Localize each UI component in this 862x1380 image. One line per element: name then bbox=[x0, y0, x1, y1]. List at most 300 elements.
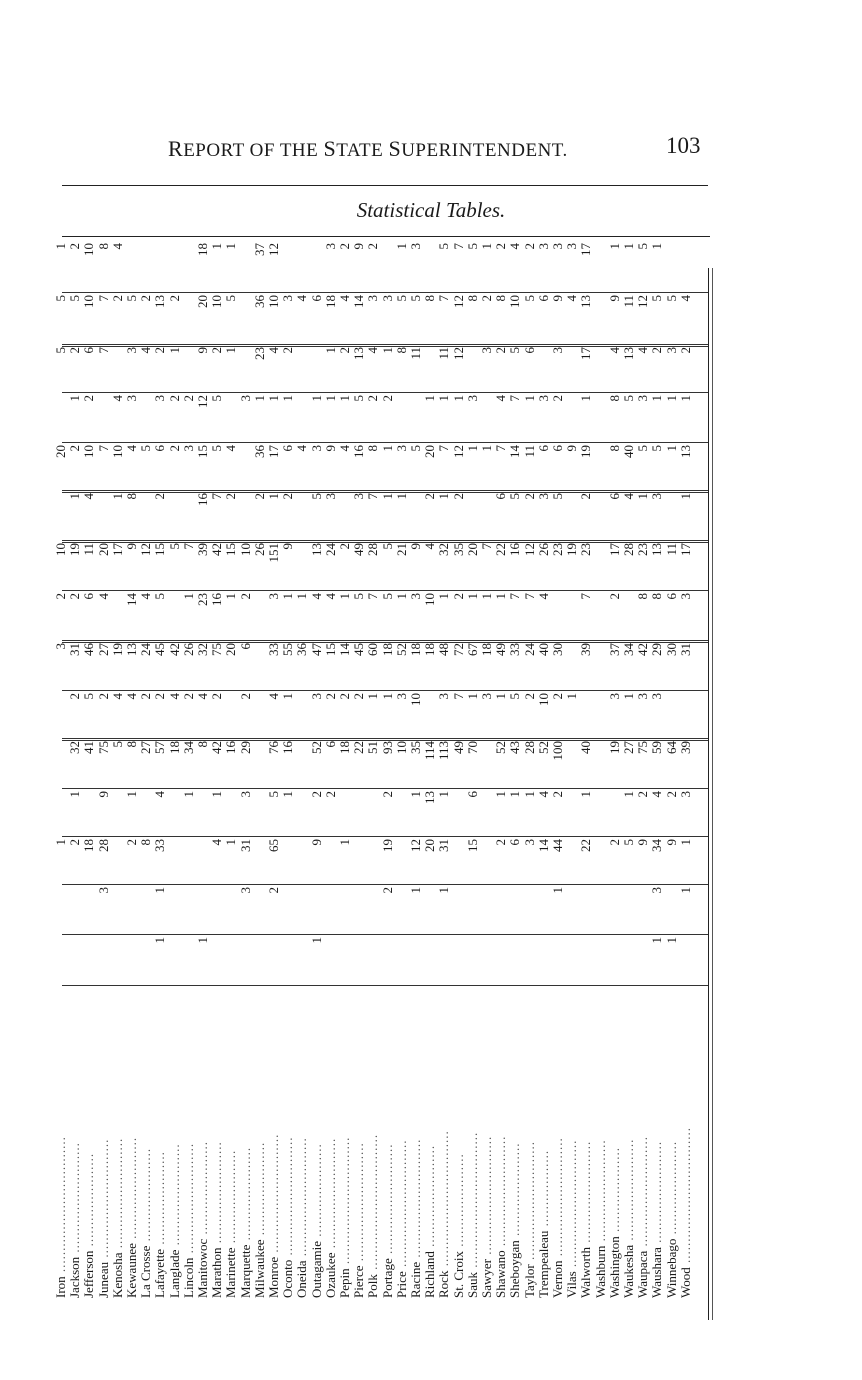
county-name bbox=[650, 989, 664, 1298]
table-cell: 46 bbox=[81, 643, 97, 656]
table-cell: 17 bbox=[578, 347, 594, 360]
county-label: Kewaunee bbox=[124, 1243, 139, 1298]
table-cell: 75 bbox=[209, 643, 225, 656]
table-cell: 9 bbox=[308, 839, 324, 846]
table-cell: 2 bbox=[479, 295, 494, 302]
table-cell: 3 bbox=[322, 493, 338, 500]
county-name bbox=[153, 989, 167, 1298]
table-cell: 3 bbox=[351, 493, 367, 500]
table-cell: 6 bbox=[81, 347, 97, 354]
table-cell: 9 bbox=[663, 839, 679, 846]
county-label: Sawyer bbox=[479, 1259, 494, 1298]
leader-dots: .............................. bbox=[393, 1139, 409, 1272]
table-cell: 16 bbox=[351, 445, 367, 458]
table-cell: 14 bbox=[535, 839, 551, 852]
table-cell: 10 bbox=[109, 445, 125, 458]
table-cell: 7 bbox=[521, 593, 537, 600]
table-cell: 39 bbox=[677, 741, 693, 754]
county-name bbox=[679, 989, 693, 1298]
table-cell: 52 bbox=[493, 741, 509, 754]
county-label: Juneau bbox=[95, 1261, 111, 1298]
table-cell: 75 bbox=[95, 741, 111, 754]
table-cell: 4 bbox=[81, 493, 97, 500]
table-cell: 32 bbox=[67, 741, 83, 754]
table-cell: 4 bbox=[195, 693, 210, 700]
table-cell: 4 bbox=[337, 445, 352, 452]
table-cell: 1 bbox=[67, 493, 83, 500]
table-cell: 2 bbox=[493, 839, 509, 846]
table-cell: 5 bbox=[379, 593, 395, 600]
table-cell: 3 bbox=[266, 593, 281, 600]
table-cell: 7 bbox=[479, 543, 494, 550]
table-cell: 29 bbox=[649, 643, 665, 656]
table-cell: 2 bbox=[337, 693, 352, 700]
county-label: Lincoln bbox=[180, 1257, 196, 1298]
table-cell: 47 bbox=[308, 643, 324, 656]
table-cell: 5 bbox=[223, 295, 239, 302]
table-cell: 2 bbox=[166, 295, 182, 302]
table-cell: 8 bbox=[464, 295, 480, 302]
table-cell: 1 bbox=[464, 593, 480, 600]
table-cell: 10 bbox=[81, 445, 97, 458]
table-cell: 2 bbox=[67, 347, 83, 354]
table-cell: 1 bbox=[464, 445, 480, 452]
leader-dots: ........................ bbox=[592, 1139, 608, 1246]
table-cell: 9 bbox=[322, 445, 338, 452]
table-cell: 23 bbox=[578, 543, 594, 556]
table-cell: 1 bbox=[53, 243, 68, 250]
table-cell: 2 bbox=[180, 395, 196, 402]
table-cell: 36 bbox=[251, 445, 267, 458]
county-label: Washington bbox=[606, 1236, 622, 1298]
table-cell: 1 bbox=[677, 395, 693, 402]
table-cell: 1 bbox=[436, 395, 452, 402]
table-cell: 1 bbox=[337, 395, 352, 402]
table-cell: 7 bbox=[209, 493, 225, 500]
table-cell: 9 bbox=[351, 243, 367, 250]
table-cell: 1 bbox=[152, 937, 168, 944]
table-cell: 9 bbox=[564, 445, 580, 452]
leader-dots: ...................... bbox=[237, 1146, 253, 1245]
table-cell: 18 bbox=[322, 295, 338, 308]
table-cell: 8 bbox=[393, 347, 409, 354]
table-cell: 3 bbox=[322, 243, 338, 250]
table-cell: 1 bbox=[379, 347, 395, 354]
county-label: Waushara bbox=[649, 1247, 665, 1298]
county-name bbox=[295, 989, 309, 1298]
table-cell: 3 bbox=[663, 347, 679, 354]
county-name bbox=[466, 989, 480, 1298]
table-cell: 2 bbox=[450, 493, 466, 500]
table-cell: 10 bbox=[237, 543, 253, 556]
table-cell: 36 bbox=[251, 295, 267, 308]
county-label: Marquette bbox=[237, 1244, 253, 1298]
table-cell: 2 bbox=[95, 693, 111, 700]
table-cell: 2 bbox=[635, 791, 651, 798]
table-cell: 13 bbox=[649, 543, 665, 556]
table-cell: 7 bbox=[436, 445, 452, 452]
table-cell: 3 bbox=[564, 243, 580, 250]
table-cell: 42 bbox=[209, 543, 225, 556]
table-cell: 113 bbox=[436, 741, 452, 761]
leader-dots: ................................ bbox=[464, 1131, 480, 1272]
title-word-eport: EPORT OF THE bbox=[183, 140, 324, 161]
table-cell: 2 bbox=[152, 493, 168, 500]
leader-dots: ........................ bbox=[649, 1140, 665, 1248]
table-cell: 70 bbox=[464, 741, 480, 754]
table-cell: 3 bbox=[308, 693, 324, 700]
table-cell: 42 bbox=[635, 643, 651, 656]
table-cell: 76 bbox=[266, 741, 281, 754]
table-cell: 2 bbox=[550, 693, 565, 700]
table-cell: 3 bbox=[124, 347, 139, 354]
table-cell: 1 bbox=[393, 493, 409, 500]
table-cell: 3 bbox=[180, 445, 196, 452]
table-cell: 2 bbox=[209, 347, 225, 354]
table-cell: 5 bbox=[53, 347, 68, 354]
leader-dots: ...................... bbox=[195, 1141, 210, 1239]
table-cell: 4 bbox=[507, 243, 523, 250]
table-cell: 5 bbox=[464, 243, 480, 250]
table-cell: 1 bbox=[493, 593, 509, 600]
table-cell: 6 bbox=[322, 741, 338, 748]
table-cell: 7 bbox=[507, 395, 523, 402]
table-cell: 2 bbox=[337, 347, 352, 354]
county-label: Taylor bbox=[521, 1264, 537, 1298]
section-subtitle: Statistical Tables. bbox=[356, 198, 506, 222]
table-cell: 19 bbox=[109, 643, 125, 656]
table-cell: 40 bbox=[621, 445, 636, 458]
table-cell: 24 bbox=[521, 643, 537, 656]
table-cell: 1 bbox=[322, 395, 338, 402]
table-cell: 2 bbox=[663, 791, 679, 798]
table-cell: 31 bbox=[436, 839, 452, 852]
table-cell: 21 bbox=[393, 543, 409, 556]
table-cell: 1 bbox=[365, 693, 381, 700]
table-cell: 3 bbox=[308, 445, 324, 452]
table-cell: 20 bbox=[53, 445, 68, 458]
table-cell: 93 bbox=[379, 741, 395, 754]
table-cell: 44 bbox=[550, 839, 565, 852]
table-cell: 20 bbox=[95, 543, 111, 556]
leader-dots: ............................ bbox=[521, 1141, 537, 1265]
county-name bbox=[267, 989, 281, 1298]
table-cell: 15 bbox=[464, 839, 480, 852]
table-cell: 37 bbox=[606, 643, 622, 656]
table-cell: 2 bbox=[308, 791, 324, 798]
column-separator bbox=[62, 934, 708, 935]
table-cell: 2 bbox=[521, 243, 537, 250]
table-cell: 1 bbox=[223, 839, 239, 846]
table-cell: 27 bbox=[621, 741, 636, 754]
table-cell: 35 bbox=[408, 741, 423, 754]
table-cell: 2 bbox=[550, 395, 565, 402]
table-cell: 2 bbox=[180, 693, 196, 700]
table-cell: 1 bbox=[152, 887, 168, 894]
table-cell: 1 bbox=[422, 395, 438, 402]
table-cell: 18 bbox=[379, 643, 395, 656]
table-cell: 24 bbox=[138, 643, 154, 656]
table-cell: 1 bbox=[479, 593, 494, 600]
table-cell: 12 bbox=[195, 395, 210, 408]
table-cell: 4 bbox=[266, 347, 281, 354]
county-name bbox=[366, 989, 380, 1298]
table-cell: 17 bbox=[109, 543, 125, 556]
county-label: Vernon bbox=[550, 1260, 565, 1298]
table-cell: 2 bbox=[223, 493, 239, 500]
leader-dots: .............................. bbox=[564, 1139, 580, 1272]
table-cell: 1 bbox=[266, 493, 281, 500]
leader-dots: .......................... bbox=[322, 1137, 338, 1253]
table-cell: 1 bbox=[663, 445, 679, 452]
table-cell: 17 bbox=[266, 445, 281, 458]
table-cell: 4 bbox=[138, 593, 154, 600]
table-cell: 3 bbox=[408, 243, 423, 250]
table-cell: 4 bbox=[109, 395, 125, 402]
county-name bbox=[168, 989, 182, 1298]
table-cell: 7 bbox=[365, 593, 381, 600]
table-cell: 6 bbox=[550, 445, 565, 452]
table-cell: 10 bbox=[393, 741, 409, 754]
table-cell: 3 bbox=[535, 395, 551, 402]
county-label: Richland bbox=[422, 1251, 438, 1298]
leader-dots: ...................... bbox=[223, 1149, 239, 1248]
table-cell: 6 bbox=[521, 347, 537, 354]
table-cell: 6 bbox=[507, 839, 523, 846]
table-cell: 1 bbox=[67, 791, 83, 798]
table-cell: 40 bbox=[535, 643, 551, 656]
table-cell: 4 bbox=[95, 593, 111, 600]
table-cell: 75 bbox=[635, 741, 651, 754]
county-label: Sauk bbox=[464, 1272, 480, 1298]
table-cell: 12 bbox=[635, 295, 651, 308]
table-cell: 7 bbox=[180, 543, 196, 550]
table-cell: 4 bbox=[209, 839, 225, 846]
table-cell: 18 bbox=[479, 643, 494, 656]
table-cell: 28 bbox=[521, 741, 537, 754]
table-cell: 1 bbox=[550, 887, 565, 894]
table-cell: 40 bbox=[578, 741, 594, 754]
table-cell: 1 bbox=[166, 347, 182, 354]
county-name bbox=[452, 989, 466, 1298]
county-name bbox=[182, 989, 196, 1298]
table-cell: 2 bbox=[209, 693, 225, 700]
leader-dots: .......................... bbox=[109, 1137, 125, 1253]
table-cell: 4 bbox=[124, 693, 139, 700]
county-label: Sheboygan bbox=[507, 1240, 523, 1298]
table-cell: 6 bbox=[280, 445, 296, 452]
table-cell: 2 bbox=[67, 243, 83, 250]
table-cell: 3 bbox=[408, 593, 423, 600]
table-cell: 2 bbox=[379, 791, 395, 798]
table-cell: 33 bbox=[152, 839, 168, 852]
table-cell: 2 bbox=[379, 887, 395, 894]
table-cell: 52 bbox=[535, 741, 551, 754]
leader-dots: .......................... bbox=[493, 1135, 509, 1251]
table-cell: 2 bbox=[677, 347, 693, 354]
table-cell: 5 bbox=[621, 839, 636, 846]
table-cell: 5 bbox=[621, 395, 636, 402]
table-cell: 10 bbox=[266, 295, 281, 308]
table-cell: 15 bbox=[322, 643, 338, 656]
table-cell: 9 bbox=[550, 295, 565, 302]
table-cell: 13 bbox=[677, 445, 693, 458]
table-cell: 26 bbox=[180, 643, 196, 656]
table-cell: 1 bbox=[507, 791, 523, 798]
table-cell: 3 bbox=[479, 693, 494, 700]
leader-dots: ........................ bbox=[209, 1141, 225, 1248]
county-label: Wood bbox=[677, 1267, 693, 1298]
leader-dots: ............................ bbox=[266, 1133, 281, 1257]
table-cell: 13 bbox=[578, 295, 594, 308]
county-label: Polk bbox=[365, 1274, 381, 1298]
table-cell: 6 bbox=[535, 445, 551, 452]
table-cell: 4 bbox=[138, 347, 154, 354]
table-cell: 7 bbox=[95, 347, 111, 354]
table-cell: 18 bbox=[422, 643, 438, 656]
table-cell: 39 bbox=[578, 643, 594, 656]
county-name bbox=[54, 989, 68, 1298]
table-cell: 3 bbox=[237, 887, 253, 894]
table-cell: 1 bbox=[251, 395, 267, 402]
table-cell: 5 bbox=[53, 295, 68, 302]
table-cell: 15 bbox=[223, 543, 239, 556]
table-cell: 8 bbox=[649, 593, 665, 600]
table-cell: 3 bbox=[365, 295, 381, 302]
column-separator bbox=[62, 292, 708, 293]
table-cell: 1 bbox=[393, 243, 409, 250]
table-cell: 20 bbox=[195, 295, 210, 308]
table-cell: 28 bbox=[365, 543, 381, 556]
table-cell: 1 bbox=[337, 839, 352, 846]
county-label: Pierce bbox=[351, 1265, 367, 1298]
table-cell: 2 bbox=[109, 295, 125, 302]
table-cell: 4 bbox=[621, 493, 636, 500]
table-cell: 4 bbox=[223, 445, 239, 452]
column-separator bbox=[62, 690, 708, 691]
table-cell: 1 bbox=[266, 395, 281, 402]
table-cell: 4 bbox=[493, 395, 509, 402]
table-cell: 4 bbox=[677, 295, 693, 302]
table-cell: 5 bbox=[436, 243, 452, 250]
column-separator bbox=[62, 442, 708, 443]
table-cell: 1 bbox=[493, 693, 509, 700]
county-name bbox=[409, 989, 423, 1298]
table-cell: 14 bbox=[351, 295, 367, 308]
leader-dots: .............................. bbox=[337, 1136, 352, 1269]
table-cell: 2 bbox=[266, 887, 281, 894]
table-cell: 11 bbox=[521, 445, 537, 458]
table-cell: 9 bbox=[195, 347, 210, 354]
table-cell: 52 bbox=[393, 643, 409, 656]
leader-dots: ........................ bbox=[166, 1143, 182, 1250]
county-label: Langlade bbox=[166, 1249, 182, 1298]
county-label: Lafayette bbox=[152, 1248, 168, 1298]
table-cell: 16 bbox=[507, 543, 523, 556]
table-cell: 3 bbox=[550, 347, 565, 354]
county-label: Winnebago bbox=[663, 1238, 679, 1298]
table-cell: 1 bbox=[124, 791, 139, 798]
leader-dots: .......................... bbox=[180, 1142, 196, 1258]
table-cell: 5 bbox=[649, 295, 665, 302]
leader-dots: ................................ bbox=[53, 1136, 68, 1277]
table-cell: 59 bbox=[649, 741, 665, 754]
table-cell: 1 bbox=[564, 693, 580, 700]
title-word-uperintendent: UPERINTENDENT. bbox=[401, 140, 568, 161]
table-cell: 10 bbox=[422, 593, 438, 606]
table-cell: 7 bbox=[436, 295, 452, 302]
county-name bbox=[480, 989, 494, 1298]
county-name bbox=[608, 989, 622, 1298]
county-name bbox=[224, 989, 238, 1298]
table-cell: 1 bbox=[408, 887, 423, 894]
leader-dots: ................................ bbox=[436, 1130, 452, 1271]
table-cell: 2 bbox=[280, 493, 296, 500]
table-cell: 34 bbox=[621, 643, 636, 656]
table-cell: 5 bbox=[351, 395, 367, 402]
table-cell: 1 bbox=[521, 791, 537, 798]
table-cell: 7 bbox=[95, 445, 111, 452]
table-cell: 37 bbox=[251, 243, 267, 256]
table-cell: 2 bbox=[365, 395, 381, 402]
table-cell: 41 bbox=[81, 741, 97, 754]
table-cell: 7 bbox=[95, 295, 111, 302]
table-cell: 1 bbox=[677, 493, 693, 500]
table-cell: 8 bbox=[138, 839, 154, 846]
county-label: Portage bbox=[379, 1258, 395, 1298]
table-cell: 2 bbox=[237, 593, 253, 600]
table-cell: 1 bbox=[436, 493, 452, 500]
title-cap-r: R bbox=[168, 136, 184, 161]
table-cell: 12 bbox=[408, 839, 423, 852]
table-cell: 5 bbox=[166, 543, 182, 550]
table-cell: 39 bbox=[195, 543, 210, 556]
table-cell: 3 bbox=[635, 395, 651, 402]
table-cell: 2 bbox=[493, 243, 509, 250]
table-cell: 3 bbox=[649, 887, 665, 894]
table-cell: 2 bbox=[251, 493, 267, 500]
county-label: Ozaukee bbox=[322, 1252, 338, 1298]
table-cell: 2 bbox=[606, 593, 622, 600]
table-cell: 6 bbox=[152, 445, 168, 452]
table-cell: 1 bbox=[521, 395, 537, 402]
table-cell: 2 bbox=[67, 593, 83, 600]
leader-dots: ............................ bbox=[408, 1138, 423, 1262]
table-cell: 26 bbox=[535, 543, 551, 556]
table-cell: 7 bbox=[450, 243, 466, 250]
table-cell: 31 bbox=[677, 643, 693, 656]
table-cell: 8 bbox=[493, 295, 509, 302]
table-cell: 22 bbox=[493, 543, 509, 556]
table-cell: 32 bbox=[195, 643, 210, 656]
table-cell: 10 bbox=[53, 543, 68, 556]
table-cell: 20 bbox=[464, 543, 480, 556]
table-cell: 3 bbox=[393, 445, 409, 452]
table-cell: 4 bbox=[308, 593, 324, 600]
table-cell: 1 bbox=[677, 839, 693, 846]
table-cell: 8 bbox=[195, 741, 210, 748]
table-cell: 18 bbox=[166, 741, 182, 754]
table-cell: 12 bbox=[450, 445, 466, 458]
table-cell: 3 bbox=[635, 693, 651, 700]
table-cell: 4 bbox=[109, 243, 125, 250]
table-cell: 3 bbox=[95, 887, 111, 894]
table-cell: 2 bbox=[53, 593, 68, 600]
table-cell: 15 bbox=[152, 543, 168, 556]
table-cell: 2 bbox=[237, 693, 253, 700]
table-cell: 2 bbox=[138, 693, 154, 700]
table-cell: 2 bbox=[379, 395, 395, 402]
